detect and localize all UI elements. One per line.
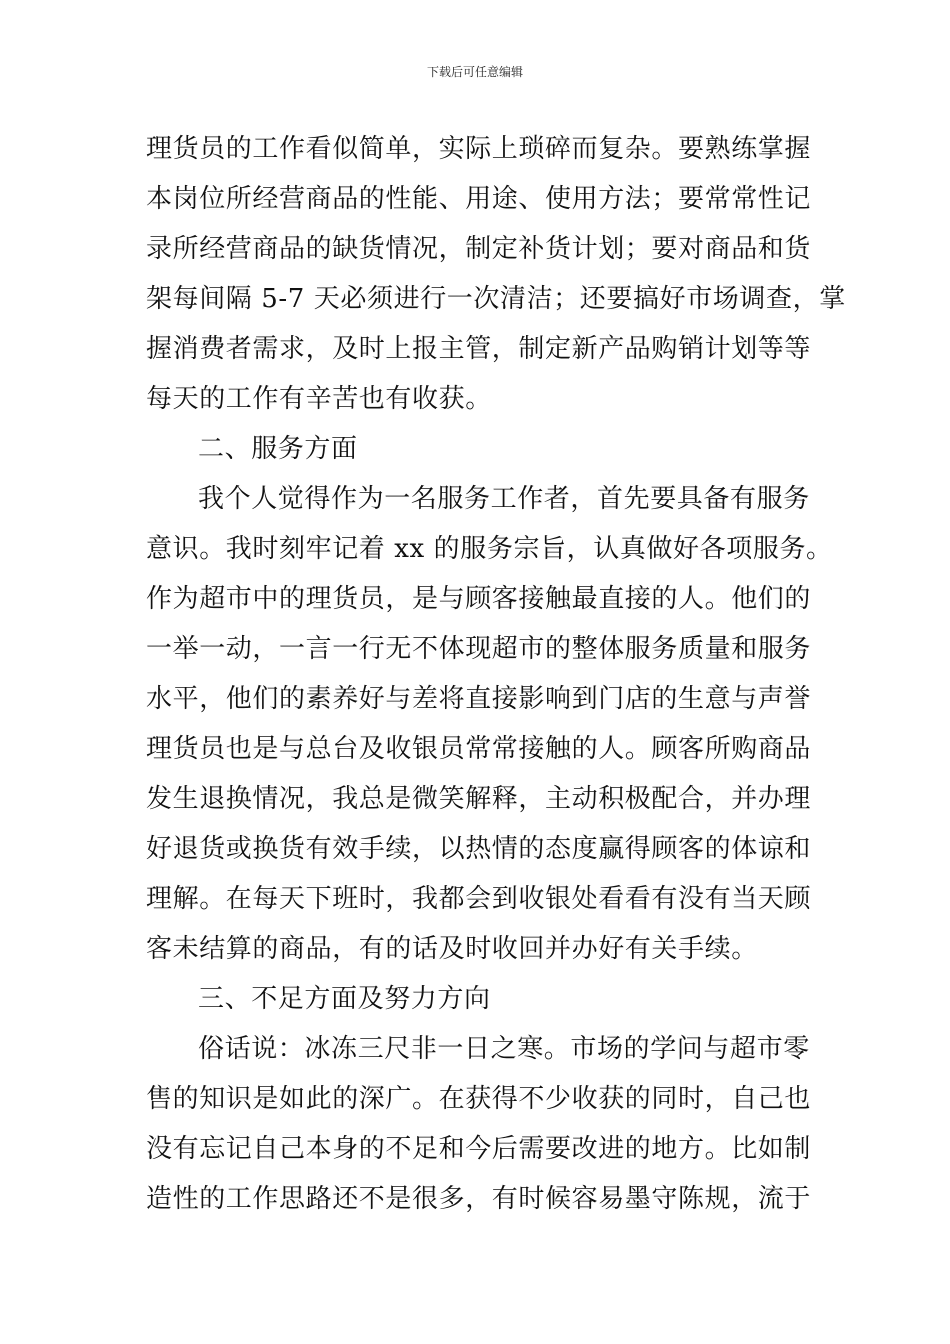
body-line-19: 俗话说：冰冻三尺非一日之寒。市场的学问与超市零 (198, 1034, 810, 1064)
section-heading-service: 二、服务方面 (198, 434, 358, 464)
document-body (146, 124, 846, 1224)
body-line-12: 水平，他们的素养好与差将直接影响到门店的生意与声誉 (146, 684, 812, 714)
body-line-11: 一举一动，一言一行无不体现超市的整体服务质量和服务 (146, 634, 812, 664)
body-line-6: 每天的工作有辛苦也有收获。 (146, 384, 492, 414)
page-header: 下载后可任意编辑 (426, 65, 523, 79)
body-line-16: 理解。在每天下班时，我都会到收银处看看有没有当天顾 (146, 884, 812, 914)
body-line-14: 发生退换情况，我总是微笑解释，主动积极配合，并办理 (146, 784, 812, 814)
body-line-13: 理货员也是与总台及收银员常常接触的人。顾客所购商品 (146, 734, 812, 764)
body-line-17: 客未结算的商品，有的话及时收回并办好有关手续。 (146, 934, 758, 964)
body-line-20: 售的知识是如此的深广。在获得不少收获的同时，自己也 (146, 1084, 812, 1114)
body-line-5: 握消费者需求，及时上报主管，制定新产品购销计划等等 (146, 334, 812, 364)
body-line-2: 本岗位所经营商品的性能、用途、使用方法；要常常性记 (146, 184, 812, 214)
body-line-21: 没有忘记自己本身的不足和今后需要改进的地方。比如制 (146, 1134, 812, 1164)
body-line-10: 作为超市中的理货员，是与顾客接触最直接的人。他们的 (146, 584, 812, 614)
body-line-15: 好退货或换货有效手续，以热情的态度赢得顾客的体谅和 (146, 834, 812, 864)
body-line-1: 理货员的工作看似简单，实际上琐碎而复杂。要熟练掌握 (146, 134, 812, 164)
body-line-9: 意识。我时刻牢记着 xx 的服务宗旨，认真做好各项服务。 (146, 534, 833, 564)
section-heading-shortcomings: 三、不足方面及努力方向 (198, 984, 491, 1014)
body-line-3: 录所经营商品的缺货情况，制定补货计划；要对商品和货 (146, 234, 812, 264)
body-line-22: 造性的工作思路还不是很多，有时候容易墨守陈规，流于 (146, 1184, 812, 1214)
body-line-4: 架每间隔 5-7 天必须进行一次清洁；还要搞好市场调查，掌 (146, 284, 846, 314)
body-line-8: 我个人觉得作为一名服务工作者，首先要具备有服务 (198, 484, 810, 514)
